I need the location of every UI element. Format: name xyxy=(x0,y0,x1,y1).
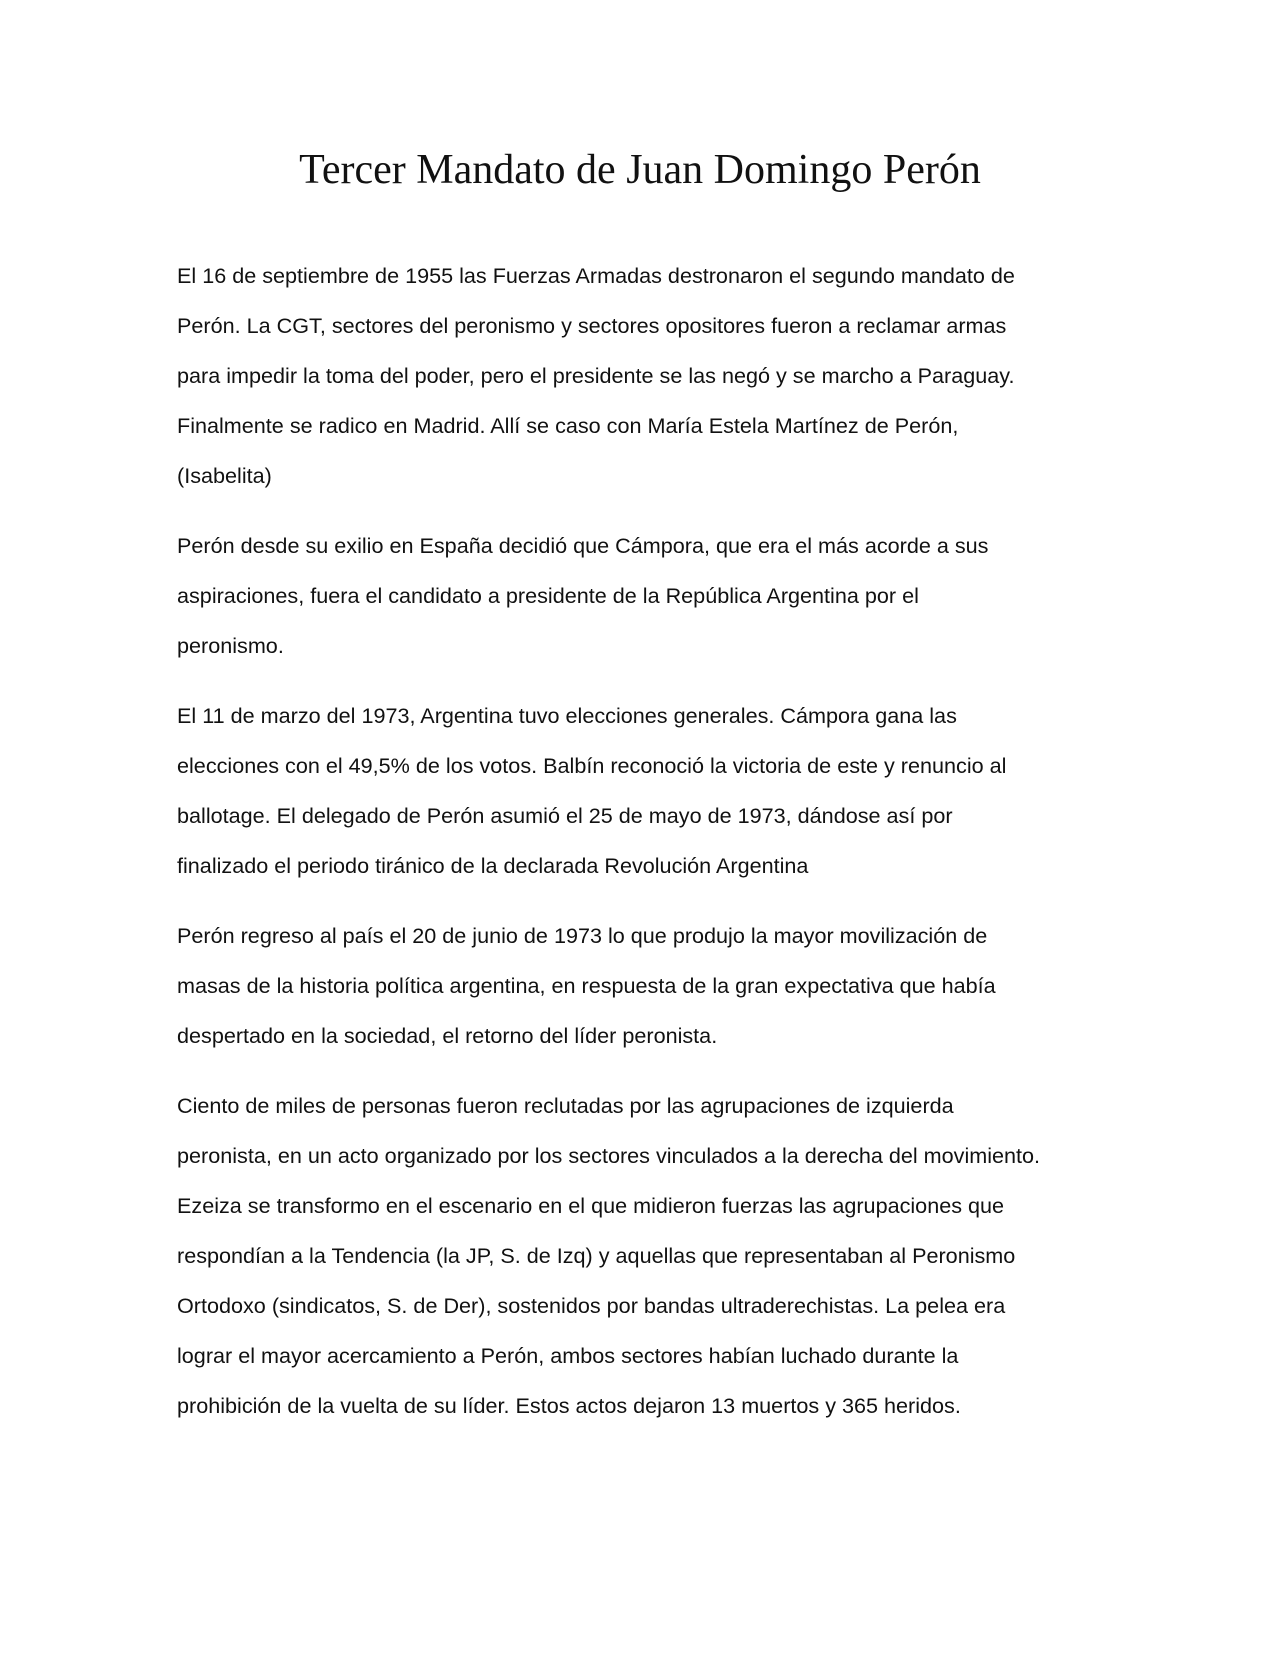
paragraph-3-line-1: El 11 de marzo del 1973, Argentina tuvo elecciones generales. Cámpora gana las xyxy=(177,703,957,728)
paragraph-5-line-1: Ciento de miles de personas fueron reclutadas por las agrupaciones de izquierda xyxy=(177,1093,954,1118)
paragraph-5-line-6: lograr el mayor acercamiento a Perón, ambos sectores habían luchado durante la xyxy=(177,1343,959,1368)
paragraph-5-line-7: prohibición de la vuelta de su líder. Estos actos dejaron 13 muertos y 365 heridos. xyxy=(177,1393,961,1418)
paragraph-5-line-5: Ortodoxo (sindicatos, S. de Der), sostenidos por bandas ultraderechistas. La pelea era xyxy=(177,1293,1006,1318)
paragraph-1-line-2: Perón. La CGT, sectores del peronismo y sectores opositores fueron a reclamar armas xyxy=(177,313,1007,338)
paragraph-2-line-3: peronismo. xyxy=(177,633,284,658)
paragraph-4-line-1: Perón regreso al país el 20 de junio de 1973 lo que produjo la mayor movilización de xyxy=(177,923,988,948)
paragraph-4-line-2: masas de la historia política argentina, en respuesta de la gran expectativa que había xyxy=(177,973,996,998)
paragraph-2-line-1: Perón desde su exilio en España decidió que Cámpora, que era el más acorde a sus xyxy=(177,533,989,558)
paragraph-5-line-2: peronista, en un acto organizado por los sectores vinculados a la derecha del movimiento. xyxy=(177,1143,1041,1168)
paragraph-5-line-4: respondían a la Tendencia (la JP, S. de Izq) y aquellas que representaban al Peronismo xyxy=(177,1243,1016,1268)
paragraph-3-line-3: ballotage. El delegado de Perón asumió el 25 de mayo de 1973, dándose así por xyxy=(177,803,953,828)
paragraph-2-line-2: aspiraciones, fuera el candidato a presidente de la República Argentina por el xyxy=(177,583,919,608)
paragraph-1-line-5: (Isabelita) xyxy=(177,463,272,488)
paragraph-5-line-3: Ezeiza se transformo en el escenario en el que midieron fuerzas las agrupaciones que xyxy=(177,1193,1005,1218)
paragraph-1-line-3: para impedir la toma del poder, pero el presidente se las negó y se marcho a Paraguay. xyxy=(177,363,1015,388)
paragraph-1-line-4: Finalmente se radico en Madrid. Allí se caso con María Estela Martínez de Perón, xyxy=(177,413,959,438)
paragraph-1-line-1: El 16 de septiembre de 1955 las Fuerzas Armadas destronaron el segundo mandato de xyxy=(177,263,1015,288)
document-title: Tercer Mandato de Juan Domingo Perón xyxy=(299,147,981,193)
paragraph-3-line-2: elecciones con el 49,5% de los votos. Balbín reconoció la victoria de este y renuncio al xyxy=(177,753,1007,778)
paragraph-3-line-4: finalizado el periodo tiránico de la declarada Revolución Argentina xyxy=(177,853,809,878)
paragraph-4-line-3: despertado en la sociedad, el retorno del líder peronista. xyxy=(177,1023,718,1048)
